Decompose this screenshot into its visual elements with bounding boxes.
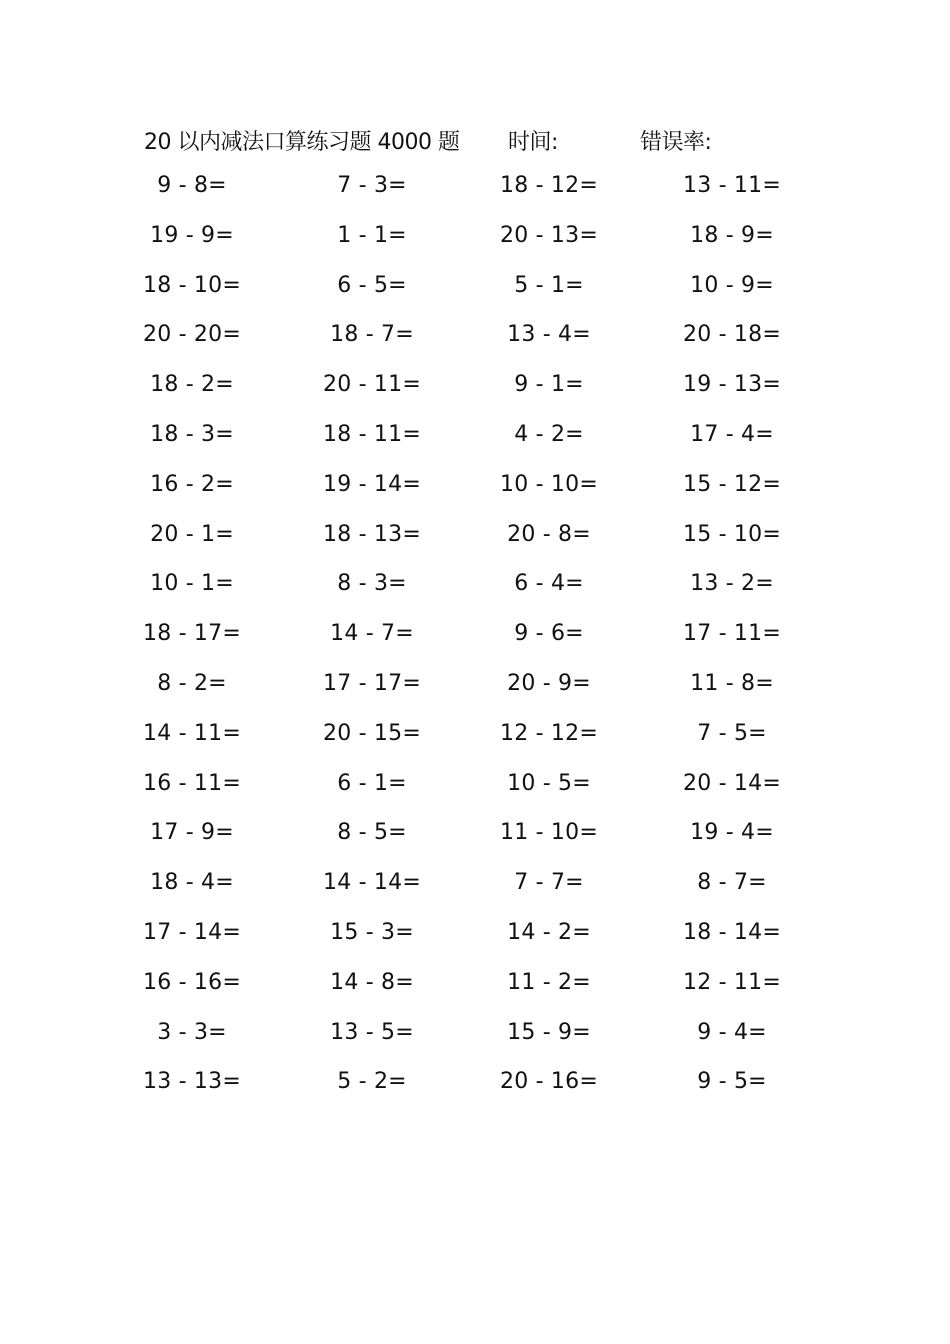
problem-item: 20 - 15= bbox=[323, 720, 421, 746]
problem-item: 20 - 1= bbox=[150, 521, 234, 547]
problem-row bbox=[0, 469, 950, 519]
problem-item: 14 - 14= bbox=[323, 870, 421, 896]
problem-item: 9 - 4= bbox=[697, 1019, 767, 1045]
problem-item: 18 - 2= bbox=[150, 372, 234, 398]
problem-item: 13 - 5= bbox=[330, 1019, 414, 1045]
problem-item: 6 - 1= bbox=[337, 770, 407, 796]
problem-item: 20 - 16= bbox=[500, 1069, 598, 1095]
problem-row bbox=[0, 618, 950, 668]
problem-item: 10 - 1= bbox=[150, 571, 234, 597]
problem-item: 12 - 12= bbox=[500, 720, 598, 746]
problem-row bbox=[0, 768, 950, 818]
problem-item: 19 - 14= bbox=[323, 471, 421, 497]
problem-item: 15 - 3= bbox=[330, 919, 414, 945]
problem-item: 20 - 13= bbox=[500, 222, 598, 248]
problem-row bbox=[0, 270, 950, 320]
problem-item: 13 - 11= bbox=[683, 173, 781, 198]
problem-item: 18 - 10= bbox=[143, 272, 241, 298]
problem-item: 11 - 8= bbox=[690, 670, 774, 696]
problem-item: 14 - 8= bbox=[330, 969, 414, 995]
problem-item: 20 - 14= bbox=[683, 770, 781, 796]
problem-item: 5 - 1= bbox=[514, 272, 584, 298]
problem-item: 6 - 5= bbox=[337, 272, 407, 298]
problem-item: 15 - 9= bbox=[507, 1019, 591, 1045]
problem-row bbox=[0, 817, 950, 867]
problem-item: 8 - 5= bbox=[337, 820, 407, 846]
problem-item: 17 - 11= bbox=[683, 621, 781, 647]
problem-row bbox=[0, 1017, 950, 1067]
problem-row bbox=[0, 718, 950, 768]
problem-item: 20 - 18= bbox=[683, 322, 781, 348]
problem-row bbox=[0, 867, 950, 917]
problem-item: 14 - 7= bbox=[330, 621, 414, 647]
worksheet-header bbox=[0, 125, 950, 159]
problem-item: 14 - 2= bbox=[507, 919, 591, 945]
problem-item: 10 - 5= bbox=[507, 770, 591, 796]
problem-row bbox=[0, 568, 950, 618]
problem-item: 1 - 1= bbox=[337, 222, 407, 248]
problem-item: 13 - 4= bbox=[507, 322, 591, 348]
problem-item: 4 - 2= bbox=[514, 421, 584, 447]
problem-item: 17 - 9= bbox=[150, 820, 234, 846]
problem-item: 18 - 4= bbox=[150, 870, 234, 896]
problem-item: 9 - 8= bbox=[157, 173, 227, 198]
problem-row bbox=[0, 369, 950, 419]
problem-item: 16 - 16= bbox=[143, 969, 241, 995]
worksheet-title: 20 以内减法口算练习题 4000 题 bbox=[144, 130, 460, 155]
problem-item: 18 - 9= bbox=[690, 222, 774, 248]
problem-grid bbox=[0, 170, 950, 1116]
problem-item: 18 - 7= bbox=[330, 322, 414, 348]
problem-row bbox=[0, 967, 950, 1017]
problem-row bbox=[0, 519, 950, 569]
problem-item: 18 - 3= bbox=[150, 421, 234, 447]
problem-item: 10 - 10= bbox=[500, 471, 598, 497]
problem-item: 20 - 20= bbox=[143, 322, 241, 348]
problem-item: 7 - 5= bbox=[697, 720, 767, 746]
problem-item: 11 - 2= bbox=[507, 969, 591, 995]
problem-item: 16 - 11= bbox=[143, 770, 241, 796]
problem-item: 17 - 4= bbox=[690, 421, 774, 447]
problem-item: 15 - 10= bbox=[683, 521, 781, 547]
problem-row bbox=[0, 1066, 950, 1116]
problem-row bbox=[0, 220, 950, 270]
problem-item: 19 - 4= bbox=[690, 820, 774, 846]
problem-item: 6 - 4= bbox=[514, 571, 584, 597]
problem-item: 16 - 2= bbox=[150, 471, 234, 497]
problem-item: 7 - 7= bbox=[514, 870, 584, 896]
problem-item: 13 - 13= bbox=[143, 1069, 241, 1095]
problem-row bbox=[0, 419, 950, 469]
problem-item: 20 - 9= bbox=[507, 670, 591, 696]
time-label: 时间: bbox=[508, 130, 558, 155]
problem-item: 14 - 11= bbox=[143, 720, 241, 746]
problem-item: 18 - 12= bbox=[500, 173, 598, 198]
problem-item: 17 - 17= bbox=[323, 670, 421, 696]
problem-item: 10 - 9= bbox=[690, 272, 774, 298]
problem-item: 20 - 8= bbox=[507, 521, 591, 547]
problem-item: 8 - 2= bbox=[157, 670, 227, 696]
error-rate-label: 错误率: bbox=[640, 130, 712, 155]
problem-item: 15 - 12= bbox=[683, 471, 781, 497]
problem-item: 20 - 11= bbox=[323, 372, 421, 398]
problem-item: 8 - 7= bbox=[697, 870, 767, 896]
problem-item: 9 - 6= bbox=[514, 621, 584, 647]
problem-item: 8 - 3= bbox=[337, 571, 407, 597]
problem-item: 11 - 10= bbox=[500, 820, 598, 846]
problem-item: 18 - 13= bbox=[323, 521, 421, 547]
problem-row bbox=[0, 668, 950, 718]
problem-item: 5 - 2= bbox=[337, 1069, 407, 1095]
problem-row bbox=[0, 319, 950, 369]
problem-item: 18 - 11= bbox=[323, 421, 421, 447]
problem-item: 18 - 14= bbox=[683, 919, 781, 945]
problem-item: 17 - 14= bbox=[143, 919, 241, 945]
problem-item: 18 - 17= bbox=[143, 621, 241, 647]
problem-row bbox=[0, 170, 950, 220]
problem-item: 9 - 1= bbox=[514, 372, 584, 398]
problem-item: 3 - 3= bbox=[157, 1019, 227, 1045]
problem-item: 19 - 13= bbox=[683, 372, 781, 398]
problem-item: 13 - 2= bbox=[690, 571, 774, 597]
problem-item: 12 - 11= bbox=[683, 969, 781, 995]
problem-row bbox=[0, 917, 950, 967]
problem-item: 7 - 3= bbox=[337, 173, 407, 198]
problem-item: 9 - 5= bbox=[697, 1069, 767, 1095]
problem-item: 19 - 9= bbox=[150, 222, 234, 248]
